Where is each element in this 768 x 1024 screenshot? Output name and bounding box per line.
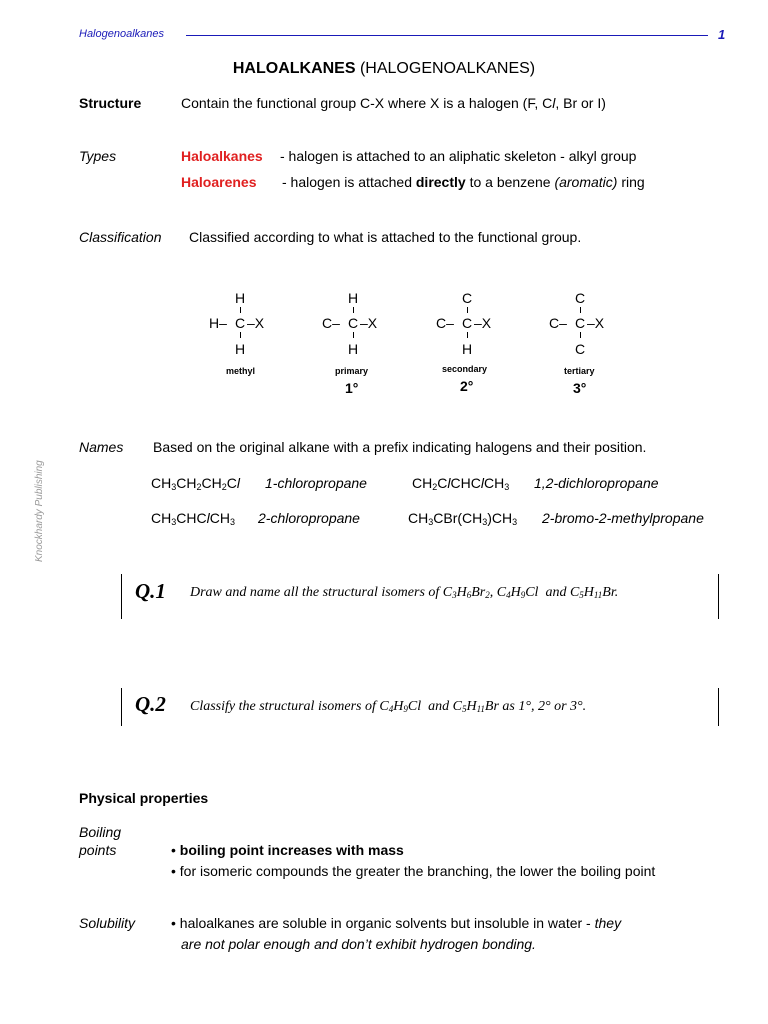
page-title	[0, 60, 768, 78]
q2-left-bar	[121, 688, 122, 726]
q1-left-bar	[121, 574, 122, 619]
q2-number: Q.2	[135, 692, 166, 716]
names-label: Names	[79, 439, 124, 455]
title-bold: HALOALKANES	[232, 60, 356, 77]
physical-heading: Physical properties	[79, 790, 209, 806]
haloarenes-desc: - halogen is attached directly to a benzene (aromatic) ring	[282, 174, 645, 190]
q2-right-bar	[718, 688, 719, 726]
haloalkanes-desc: - halogen is attached to an aliphatic skeleton - alkyl group	[280, 148, 637, 164]
page-number: 1	[718, 27, 726, 42]
bullet-boiling-mass: • boiling point increases with mass	[171, 842, 404, 858]
names-text: Based on the original alkane with a prefix indicating halogens and their position.	[153, 439, 647, 455]
types-label: Types	[79, 148, 117, 164]
haloalkanes-term: Haloalkanes	[181, 148, 263, 164]
name-2: 1,2-dichloropropane	[534, 475, 659, 491]
haloarenes-term: Haloarenes	[181, 174, 257, 190]
formula-4: $CH_3CBr(CH_3)CH_3$	[408, 510, 518, 527]
structure-label: Structure	[79, 95, 142, 111]
header-title: Halogenoalkanes	[79, 28, 165, 40]
boiling-label-1: Boiling	[79, 824, 122, 840]
bullet-solubility: • haloalkanes are soluble in organic solvents but insoluble in water - they	[171, 915, 622, 931]
classification-label: Classification	[79, 229, 162, 245]
classification-text: Classified according to what is attached to the functional group.	[189, 229, 582, 245]
name-4: 2-bromo-2-methylpropane	[542, 510, 704, 526]
formula-2: $CH_2ClCHClCH_3$	[412, 475, 510, 492]
q1-right-bar	[718, 574, 719, 619]
q1-number: Q.1	[135, 579, 166, 603]
formula-3: $CH_3CHClCH_3$	[151, 510, 235, 527]
boiling-label-2: points	[79, 842, 117, 858]
solubility-continued: are not polar enough and don’t exhibit hydrogen bonding.	[181, 936, 536, 952]
q2-text: Classify the structural isomers of $C_4H_9Cl$ and $C_5H_{11}Br$ as 1°, 2° or 3°.	[190, 699, 587, 714]
bullet-branching: • for isomeric compounds the greater the branching, the lower the boiling point	[171, 863, 656, 879]
name-1: 1-chloropropane	[265, 475, 367, 491]
solubility-label: Solubility	[79, 915, 136, 931]
structure-text: Contain the functional group C-X where X is a halogen (F, Cl, Br or I)	[181, 95, 606, 111]
formula-1: $CH_3CH_2CH_2Cl$	[151, 475, 240, 492]
name-3: 2-chloropropane	[258, 510, 360, 526]
side-publisher-text: Knockhardy Publishing	[34, 460, 45, 562]
title-rest: (HALOGENOALKANES)	[355, 60, 536, 77]
header-rule	[186, 35, 708, 36]
q1-text: Draw and name all the structural isomers of $C_3H_6Br_2$, $C_4H_9Cl$ and $C_5H_{11}Br$.	[190, 585, 619, 600]
